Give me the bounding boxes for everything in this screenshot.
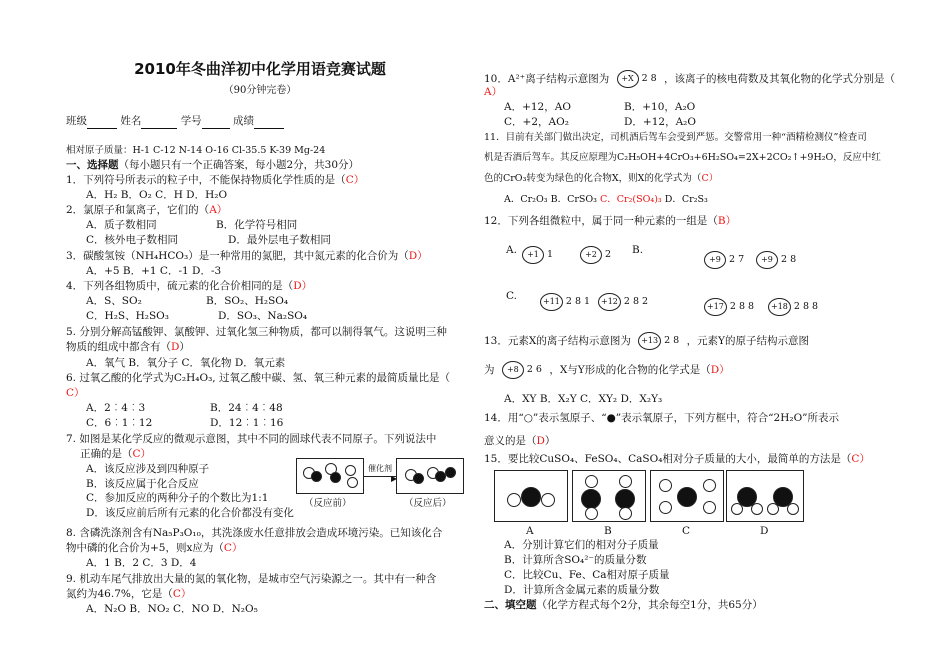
q14-box-a — [494, 470, 568, 522]
q14-answer: D — [536, 435, 545, 447]
q12-b-atom2: +9 2 8 — [756, 251, 796, 269]
q6-answer: C — [66, 387, 75, 399]
q12-label-c: C. — [506, 290, 517, 302]
q6-answer-line: C） — [66, 387, 85, 399]
q14-box-d — [726, 470, 804, 522]
catalyst-label: 催化剂 — [368, 464, 392, 473]
q13-options: A．XY B．X₂Y C．XY₂ D．X₂Y₃ — [504, 393, 663, 405]
q11-line2: 机是否酒后驾车。其反应原理为C₂H₅OH+4CrO₃+6H₂SO₄=2X+2CO₂↑+9H₂O，反应中红 — [484, 152, 881, 163]
q14-label-c: C — [682, 525, 691, 537]
q12-c-atom2: +12 2 8 2 — [598, 293, 648, 311]
q3-options: A．+5 B．+1 C．-1 D．-3 — [86, 265, 222, 277]
q4-option-c: C．H₂S、H₂SO₃ — [86, 310, 169, 322]
q2-option-b: B．化学符号相同 — [216, 219, 298, 231]
q13-line1: 13．元素X的离子结构示意图为 +13 2 8 ，元素Y的原子结构示意图 — [484, 332, 809, 350]
q1-options: A．H₂ B．O₂ C．H D．H₂O — [86, 189, 228, 201]
id-field[interactable] — [202, 117, 230, 129]
q7-option-d: D．该反应前后所有元素的化合价都没有变化 — [86, 507, 294, 519]
q2-stem: 2．氯原子和氯离子，它们的（A） — [66, 204, 228, 216]
q14-box-c — [650, 470, 724, 522]
after-label: （反应后） — [404, 498, 452, 509]
q10-option-c: C．+2，AO₂ — [504, 116, 569, 128]
q11-options: A．Cr₂O₃ B．CrSO₃ C．Cr₂(SO₄)₃ D．Cr₂S₃ — [504, 194, 708, 205]
q12-d-atom1: +17 2 8 8 — [704, 298, 754, 316]
q6-option-b: B．24︰4︰48 — [210, 402, 283, 414]
score-field[interactable] — [254, 117, 284, 129]
q6-option-a: A．2︰4︰3 — [86, 402, 146, 414]
q12-c-atom1: +11 2 8 1 — [540, 293, 590, 311]
q7-option-c: C．参加反应的两种分子的个数比为1:1 — [86, 492, 269, 504]
q7-option-b: B．该反应属于化合反应 — [86, 478, 199, 490]
q1-stem: 1．下列符号所表示的粒子中，不能保持物质化学性质的是（C） — [66, 174, 365, 186]
before-label: （反应前） — [304, 498, 352, 509]
section-1-header: 一、选择题（每小题只有一个正确答案，每小题2分，共30分） — [66, 159, 360, 171]
q12-d-atom2: +18 2 8 8 — [768, 298, 818, 316]
q13-answer: D — [710, 364, 720, 376]
q10-option-b: B．+10，A₂O — [624, 101, 696, 113]
q13-line2: 为 +8 2 6 ，X与Y形成的化合物的化学式是（D） — [484, 361, 730, 379]
exam-title: 2010年冬曲洋初中化学用语竞赛试题 — [134, 60, 386, 78]
q9-answer: C — [172, 588, 181, 600]
q9-options: A．N₂O B．NO₂ C．NO D．N₂O₅ — [86, 603, 258, 615]
q7-option-a: A．该反应涉及到四种原子 — [86, 463, 210, 475]
q5-line1: 5. 分别分解高锰酸钾、氯酸钾、过氧化氢三种物质，都可以制得氧气。这说明三种 — [66, 326, 447, 338]
arrow-head-icon: ▶ — [391, 474, 398, 483]
q15-stem: 15．要比较CuSO₄、FeSO₄、CaSO₄相对分子质量的大小，最简单的方法是（C） — [484, 453, 870, 465]
q9-line2: 氮约为46.7%，它是（C） — [66, 588, 192, 600]
q4-option-d: D．SO₃、Na₂SO₄ — [218, 310, 308, 322]
q5-line2: 物质的组成中都含有（D） — [66, 341, 190, 353]
q1-answer: C — [345, 174, 354, 186]
q15-option-c: C．比较Cu、Fe、Ca相对原子质量 — [504, 569, 670, 581]
q3-answer: D — [408, 250, 418, 262]
q12-b-atom1: +9 2 7 — [704, 251, 744, 269]
q4-option-b: B．SO₂、H₂SO₄ — [206, 295, 289, 307]
q6-option-d: D．12︰1︰16 — [210, 417, 284, 429]
q10-option-a: A．+12，AO — [504, 101, 571, 113]
q14-line2: 意义的是（D） — [484, 435, 556, 447]
q12-answer: B — [717, 215, 726, 227]
q5-answer: D — [171, 341, 180, 353]
exam-subtitle: （90分钟完卷） — [223, 85, 297, 96]
name-field[interactable] — [141, 117, 177, 129]
q14-label-b: B — [604, 525, 612, 537]
q8-line2: 物中磷的化合价为+5，则x应为（C） — [66, 542, 243, 554]
q14-box-b — [572, 470, 646, 522]
q11-line1: 11．目前有关部门做出决定，司机酒后驾车会受到严惩。交警常用一种“酒精检测仪”检查司 — [484, 132, 867, 143]
q5-options: A．氧气 B．氧分子 C．氧化物 D．氧元素 — [86, 357, 286, 369]
q6-line1: 6. 过氧乙酸的化学式为C₂H₄O₃, 过氧乙酸中碳、氢、氧三种元素的最简质量比是（ — [66, 372, 450, 384]
reactants-box — [296, 458, 364, 494]
q8-answer: C — [223, 542, 232, 554]
q7-answer: C — [132, 448, 141, 460]
q10-answer-line: A） — [484, 86, 503, 98]
atomic-masses: 相对原子质量：H-1 C-12 N-14 O-16 Cl-35.5 K-39 Mg-24 — [66, 145, 326, 156]
q8-line1: 8. 含磷洗涤剂含有Na₅P₃O₁₀，其洗涤废水任意排放会造成环境污染。已知该化合 — [66, 527, 443, 539]
q10-option-d: D．+12，A₂O — [624, 116, 696, 128]
q11-answer: C — [701, 173, 709, 184]
q13-y-nucleus: +8 — [502, 361, 524, 379]
q9-line1: 9. 机动车尾气排放出大量的氮的氧化物，是城市空气污染源之一。其中有一种含 — [66, 573, 437, 585]
q2-option-a: A．质子数相同 — [86, 219, 157, 231]
q14-label-d: D — [760, 525, 769, 537]
q3-stem: 3．碳酸氢铵（NH₄HCO₃）是一种常用的氮肥，其中氮元素的化合价为（D） — [66, 250, 428, 262]
class-field[interactable] — [87, 117, 117, 129]
student-info: 班级 姓名 学号 成绩 — [66, 114, 284, 129]
q14-line1: 14．用“○”表示氢原子、“●”表示氧原子，下列方框中，符合“2H₂O”所表示 — [484, 412, 840, 424]
q14-label-a: A — [526, 525, 534, 537]
q12-a-atom1: +1 1 — [522, 246, 553, 264]
q6-option-c: C．6︰1︰12 — [86, 417, 153, 429]
q2-option-d: D．最外层电子数相同 — [228, 234, 331, 246]
q12-stem: 12．下列各组微粒中，属于同一种元素的一组是（B） — [484, 215, 737, 227]
q11-line3: 色的CrO₃转变为绿色的化合物X，则X的化学式为（C） — [484, 173, 719, 184]
q4-stem: 4．下列各组物质中，硫元素的化合价相同的是（D） — [66, 280, 313, 292]
q10-line1: 10．A²⁺离子结构示意图为 +X 2 8 ，该离子的核电荷数及其氧化物的化学式分别是（ — [484, 70, 895, 88]
q10-ion-diagram: +X 2 8 — [617, 70, 657, 88]
products-box — [396, 458, 464, 494]
q12-label-b: B. — [632, 244, 644, 256]
q4-option-a: A．S、SO₂ — [86, 295, 142, 307]
q8-options: A．1 B．2 C．3 D．4 — [86, 557, 197, 569]
q2-answer: A — [209, 204, 217, 216]
q13-x-nucleus: +13 — [638, 332, 661, 350]
q10-answer: A — [484, 86, 492, 98]
q15-option-d: D．计算所含金属元素的质量分数 — [504, 584, 660, 596]
q2-option-c: C．核外电子数相同 — [86, 234, 179, 246]
q7-line2: 正确的是（C） — [80, 448, 152, 460]
q15-option-b: B．计算所含SO₄²⁻的质量分数 — [504, 554, 647, 566]
q4-answer: D — [293, 280, 302, 292]
section-2-header: 二、填空题（化学方程式每个2分，其余每空1分，共65分） — [484, 599, 763, 611]
q12-a-atom2: +2 2 — [580, 246, 611, 264]
q15-answer: C — [851, 453, 860, 465]
q12-label-a: A. — [506, 244, 517, 256]
q15-option-a: A．分别计算它们的相对分子质量 — [504, 539, 659, 551]
q7-line1: 7. 如图是某化学反应的微观示意图，其中不同的圆球代表不同原子。下列说法中 — [66, 433, 437, 445]
